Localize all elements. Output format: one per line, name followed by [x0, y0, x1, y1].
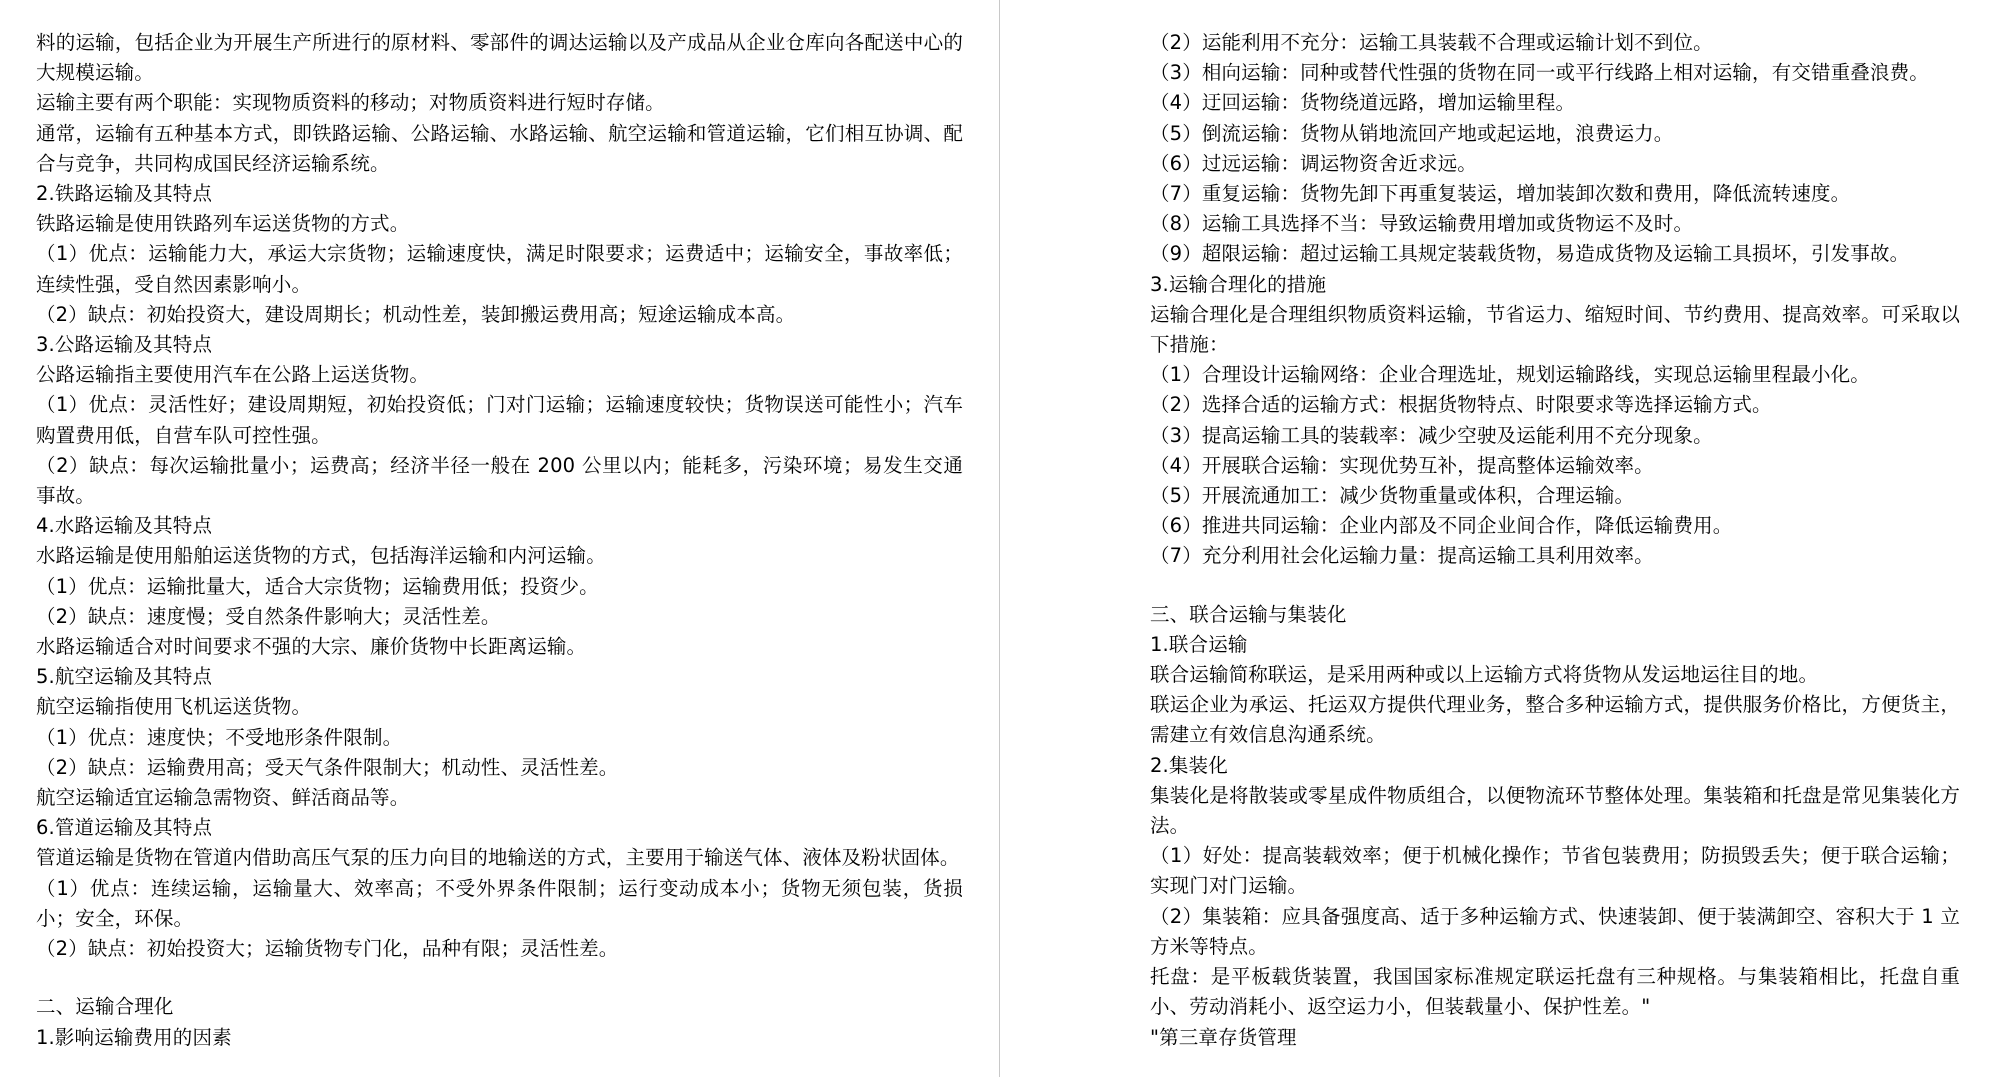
paragraph: （2）缺点：每次运输批量小；运费高；经济半径一般在 200 公里以内；能耗多，污染环境；易发生交通事故。	[36, 453, 963, 508]
paragraph: （2）缺点：初始投资大，建设周期长；机动性差，装卸搬运费用高；短途运输成本高。	[36, 302, 796, 326]
paragraph: 联合运输简称联运，是采用两种或以上运输方式将货物从发运地运往目的地。	[1150, 663, 1819, 687]
paragraph: （2）集装箱：应具备强度高、适于多种运输方式、快速装卸、便于装满卸空、容积大于 1 立方米等特点。	[1150, 904, 1960, 958]
paragraph: （3）相向运输：同种或替代性强的货物在同一或平行线路上相对运输，有交错重叠浪费。	[1150, 61, 1929, 85]
paragraph: 运输主要有两个职能：实现物质资料的移动；对物质资料进行短时存储。	[36, 91, 665, 115]
paragraph: 航空运输指使用飞机运送货物。	[36, 695, 312, 719]
paragraph: 航空运输适宜运输急需物资、鲜活商品等。	[36, 786, 410, 810]
paragraph: 集装化是将散装或零星成件物质组合，以便物流环节整体处理。集装箱和托盘是常见集装化方法。	[1150, 783, 1960, 838]
paragraph: 水路运输适合对时间要求不强的大宗、廉价货物中长距离运输。	[36, 635, 587, 659]
section-heading: 三、联合运输与集装化	[1150, 602, 1347, 626]
paragraph: 运输合理化是合理组织物质资料运输，节省运力、缩短时间、节约费用、提高效率。可采取以下措施：	[1150, 302, 1960, 357]
paragraph: 3.公路运输及其特点	[36, 333, 213, 357]
paragraph: （6）推进共同运输：企业内部及不同企业间合作，降低运输费用。	[1150, 514, 1733, 538]
paragraph: （2）选择合适的运输方式：根据货物特点、时限要求等选择运输方式。	[1150, 393, 1772, 417]
paragraph: （5）开展流通加工：减少货物重量或体积，合理运输。	[1150, 484, 1635, 508]
paragraph: （9）超限运输：超过运输工具规定装载货物，易造成货物及运输工具损坏，引发事故。	[1150, 242, 1910, 266]
paragraph: （2）缺点：运输费用高；受天气条件限制大；机动性、灵活性差。	[36, 755, 619, 779]
paragraph: 4.水路运输及其特点	[36, 514, 213, 538]
paragraph: 管道运输是货物在管道内借助高压气泵的压力向目的地输送的方式，主要用于输送气体、液体及粉状固体。	[36, 846, 960, 870]
paragraph: （6）过远运输：调运物资舍近求远。	[1150, 151, 1477, 175]
paragraph: 6.管道运输及其特点	[36, 816, 213, 840]
paragraph: （1）好处：提高装载效率；便于机械化操作；节省包装费用；防损毁丢失；便于联合运输；实现门对门运输。	[1150, 844, 1960, 898]
paragraph: 水路运输是使用船舶运送货物的方式，包括海洋运输和内河运输。	[36, 544, 606, 568]
paragraph: （5）倒流运输：货物从销地流回产地或起运地，浪费运力。	[1150, 121, 1674, 145]
paragraph: （8）运输工具选择不当：导致运输费用增加或货物运不及时。	[1150, 212, 1694, 236]
paragraph: （4）开展联合运输：实现优势互补，提高整体运输效率。	[1150, 453, 1654, 477]
paragraph: "第三章存货管理	[1150, 1025, 1297, 1049]
section-subheading: 1.影响运输费用的因素	[36, 1025, 232, 1049]
paragraph: （2）运能利用不充分：运输工具装载不合理或运输计划不到位。	[1150, 31, 1713, 54]
paragraph: 2.铁路运输及其特点	[36, 182, 213, 206]
right-column	[1000, 0, 2000, 1077]
paragraph: 2.集装化	[1150, 753, 1228, 777]
paragraph: （1）优点：连续运输，运输量大、效率高；不受外界条件限制；运行变动成本小；货物无须包装，货损小；安全，环保。	[36, 876, 963, 930]
paragraph: （2）缺点：初始投资大；运输货物专门化，品种有限；灵活性差。	[36, 937, 619, 961]
paragraph-spacer	[36, 964, 963, 992]
paragraph: （1）优点：运输能力大，承运大宗货物；运输速度快，满足时限要求；运费适中；运输安全，事故率低；连续性强，受自然因素影响小。	[36, 242, 963, 296]
paragraph: 1.联合运输	[1150, 632, 1248, 656]
paragraph: 公路运输指主要使用汽车在公路上运送货物。	[36, 363, 430, 387]
paragraph: 3.运输合理化的措施	[1150, 272, 1327, 296]
paragraph: （4）迂回运输：货物绕道远路，增加运输里程。	[1150, 91, 1576, 115]
section-heading: 二、运输合理化	[36, 995, 174, 1019]
paragraph: （7）重复运输：货物先卸下再重复装运，增加装卸次数和费用，降低流转速度。	[1150, 182, 1851, 206]
paragraph: （2）缺点：速度慢；受自然条件影响大；灵活性差。	[36, 604, 501, 628]
paragraph: （1）合理设计运输网络：企业合理选址，规划运输路线，实现总运输里程最小化。	[1150, 363, 1870, 387]
paragraph: （1）优点：灵活性好；建设周期短，初始投资低；门对门运输；运输速度较快；货物误送可能性小；汽车购置费用低，自营车队可控性强。	[36, 393, 963, 447]
left-column	[0, 0, 1000, 1077]
paragraph: （1）优点：运输批量大，适合大宗货物；运输费用低；投资少。	[36, 574, 599, 598]
paragraph-spacer	[1150, 572, 1960, 600]
paragraph: （7）充分利用社会化运输力量：提高运输工具利用效率。	[1150, 544, 1654, 568]
paragraph: 联运企业为承运、托运双方提供代理业务，整合多种运输方式，提供服务价格比，方便货主，需建立有效信息沟通系统。	[1150, 693, 1960, 747]
paragraph: 铁路运输是使用铁路列车运送货物的方式。	[36, 212, 410, 236]
paragraph: 托盘：是平板载货装置，我国国家标准规定联运托盘有三种规格。与集装箱相比，托盘自重小、劳动消耗小、返空运力小，但装载量小、保护性差。"	[1150, 965, 1960, 1019]
paragraph: 料的运输，包括企业为开展生产所进行的原材料、零部件的调达运输以及产成品从企业仓库向各配送中心的大规模运输。	[36, 31, 963, 85]
paragraph: 5.航空运输及其特点	[36, 665, 213, 689]
paragraph: 通常，运输有五种基本方式，即铁路运输、公路运输、水路运输、航空运输和管道运输，它们相互协调、配合与竞争，共同构成国民经济运输系统。	[36, 121, 963, 175]
paragraph: （3）提高运输工具的装载率：减少空驶及运能利用不充分现象。	[1150, 423, 1713, 447]
paragraph: （1）优点：速度快；不受地形条件限制。	[36, 725, 403, 749]
